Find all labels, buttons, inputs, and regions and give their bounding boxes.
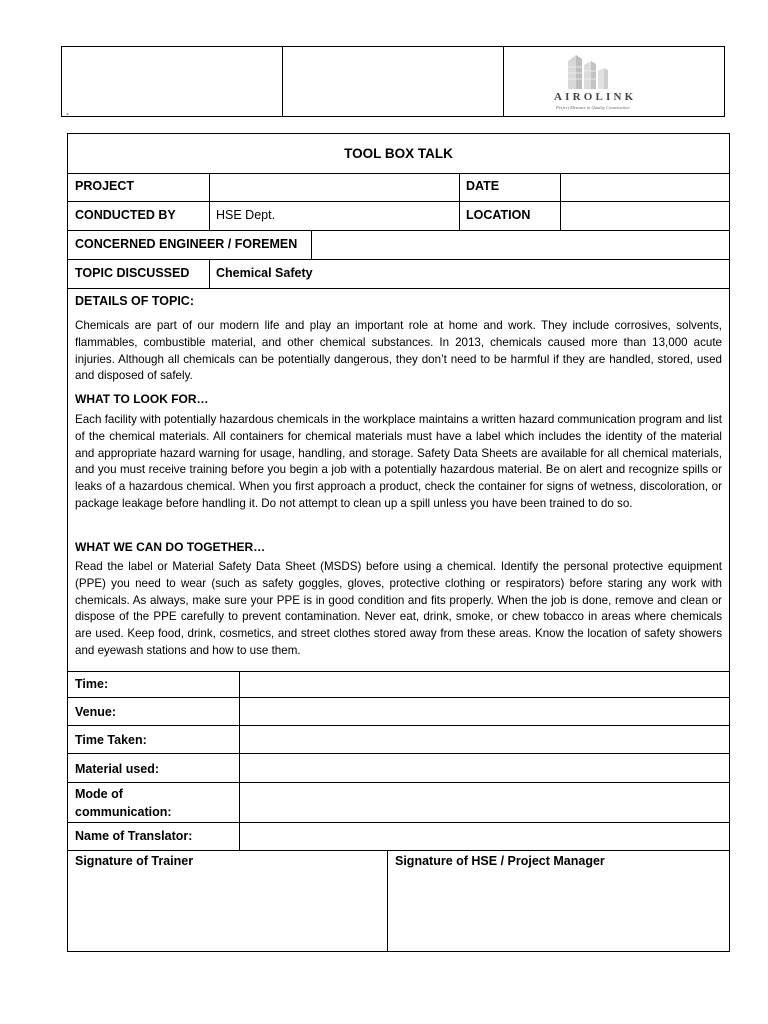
col-line-c	[560, 173, 561, 230]
look-text: Each facility with potentially hazardous chemicals in the workplace maintains a written hazard communication program and list of the chemical materials. All containers for chemical materials must have a label which includes the identity of the material and appropriate hazard warning for usage, handling, and storage. Safety Data Sheets are available for all chemical materials, and you must receive training before you begin a job with a potentially hazardous material. Be on alert and recognize spills or leaks of a hazardous chemical. When you first approach a product, check the container for signs of wetness, discoloration, or package leakage before handling it. Do not attempt to clean up a spill unless you have been trained to do so.	[75, 413, 722, 510]
row-line-12	[67, 850, 730, 851]
col-line-a	[209, 173, 210, 230]
details-heading: DETAILS OF TOPIC:	[75, 294, 194, 308]
col-line-b	[459, 173, 460, 230]
translator-label: Name of Translator:	[75, 829, 193, 843]
row-line-10	[67, 782, 730, 783]
date-label: DATE	[466, 179, 500, 193]
form-title: TOOL BOX TALK	[344, 146, 453, 161]
project-label: PROJECT	[75, 179, 135, 193]
building-logo-icon	[560, 53, 620, 89]
look-heading: WHAT TO LOOK FOR…	[75, 392, 209, 406]
col-line-e	[209, 259, 210, 288]
mode-label-line2: communication:	[75, 805, 172, 819]
time-label: Time:	[75, 677, 109, 691]
together-heading: WHAT WE CAN DO TOGETHER…	[75, 540, 266, 554]
trainer-signature-label: Signature of Trainer	[75, 854, 194, 868]
mode-label-line1: Mode of	[75, 787, 123, 801]
header-divider-2	[503, 46, 504, 117]
details-intro: Chemicals are part of our modern life and play an important role at home and work. They include corrosives, solvents, flammables, combustible material, and other chemical substances. In 2013, chemicals caused more than 13,000 acute injuries. Although all chemicals can be potentially dangerous, they don’t need to be harmful if they are handled, stored, used and disposed of safely.	[75, 319, 722, 383]
airolink-logo	[548, 52, 688, 112]
location-label: LOCATION	[466, 208, 531, 222]
row-line-9	[67, 753, 730, 754]
row-line-2	[67, 201, 730, 202]
row-line-1	[67, 173, 730, 174]
header-divider-1	[282, 46, 283, 117]
tick-mark: `	[66, 113, 70, 124]
row-line-4	[67, 259, 730, 260]
topic-label: TOPIC DISCUSSED	[75, 266, 190, 280]
row-line-11	[67, 822, 730, 823]
manager-signature-label: Signature of HSE / Project Manager	[395, 854, 605, 868]
topic-value: Chemical Safety	[216, 266, 313, 280]
logo-tagline: Perfect Measure in Quality Construction	[556, 105, 630, 110]
time-taken-label: Time Taken:	[75, 733, 147, 747]
col-line-g	[387, 850, 388, 952]
conducted-by-value: HSE Dept.	[216, 208, 276, 222]
venue-label: Venue:	[75, 705, 116, 719]
logo-name: AIROLINK	[554, 91, 637, 103]
col-line-d	[311, 230, 312, 259]
conducted-by-label: CONDUCTED BY	[75, 208, 176, 222]
row-line-7	[67, 697, 730, 698]
row-line-8	[67, 725, 730, 726]
engineer-label: CONCERNED ENGINEER / FOREMEN	[75, 237, 298, 251]
together-text: Read the label or Material Safety Data Sheet (MSDS) before using a chemical. Identify the personal protective equipment (PPE) you need to wear (such as safety goggles, gloves, protective clothing or respirators) before staring any work with chemicals. As always, make sure your PPE is in good condition and fits properly. When the job is done, remove and clean or dispose of the PPE carefully to prevent contamination. Never eat, drink, smoke, or chew tobacco in areas where chemicals are used. Keep food, drink, cosmetics, and street clothes stored away from these areas. Know the location of safety showers and eyewash stations and how to use them.	[75, 560, 722, 657]
row-line-3	[67, 230, 730, 231]
row-line-5	[67, 288, 730, 289]
material-label: Material used:	[75, 762, 160, 776]
row-line-6	[67, 671, 730, 672]
